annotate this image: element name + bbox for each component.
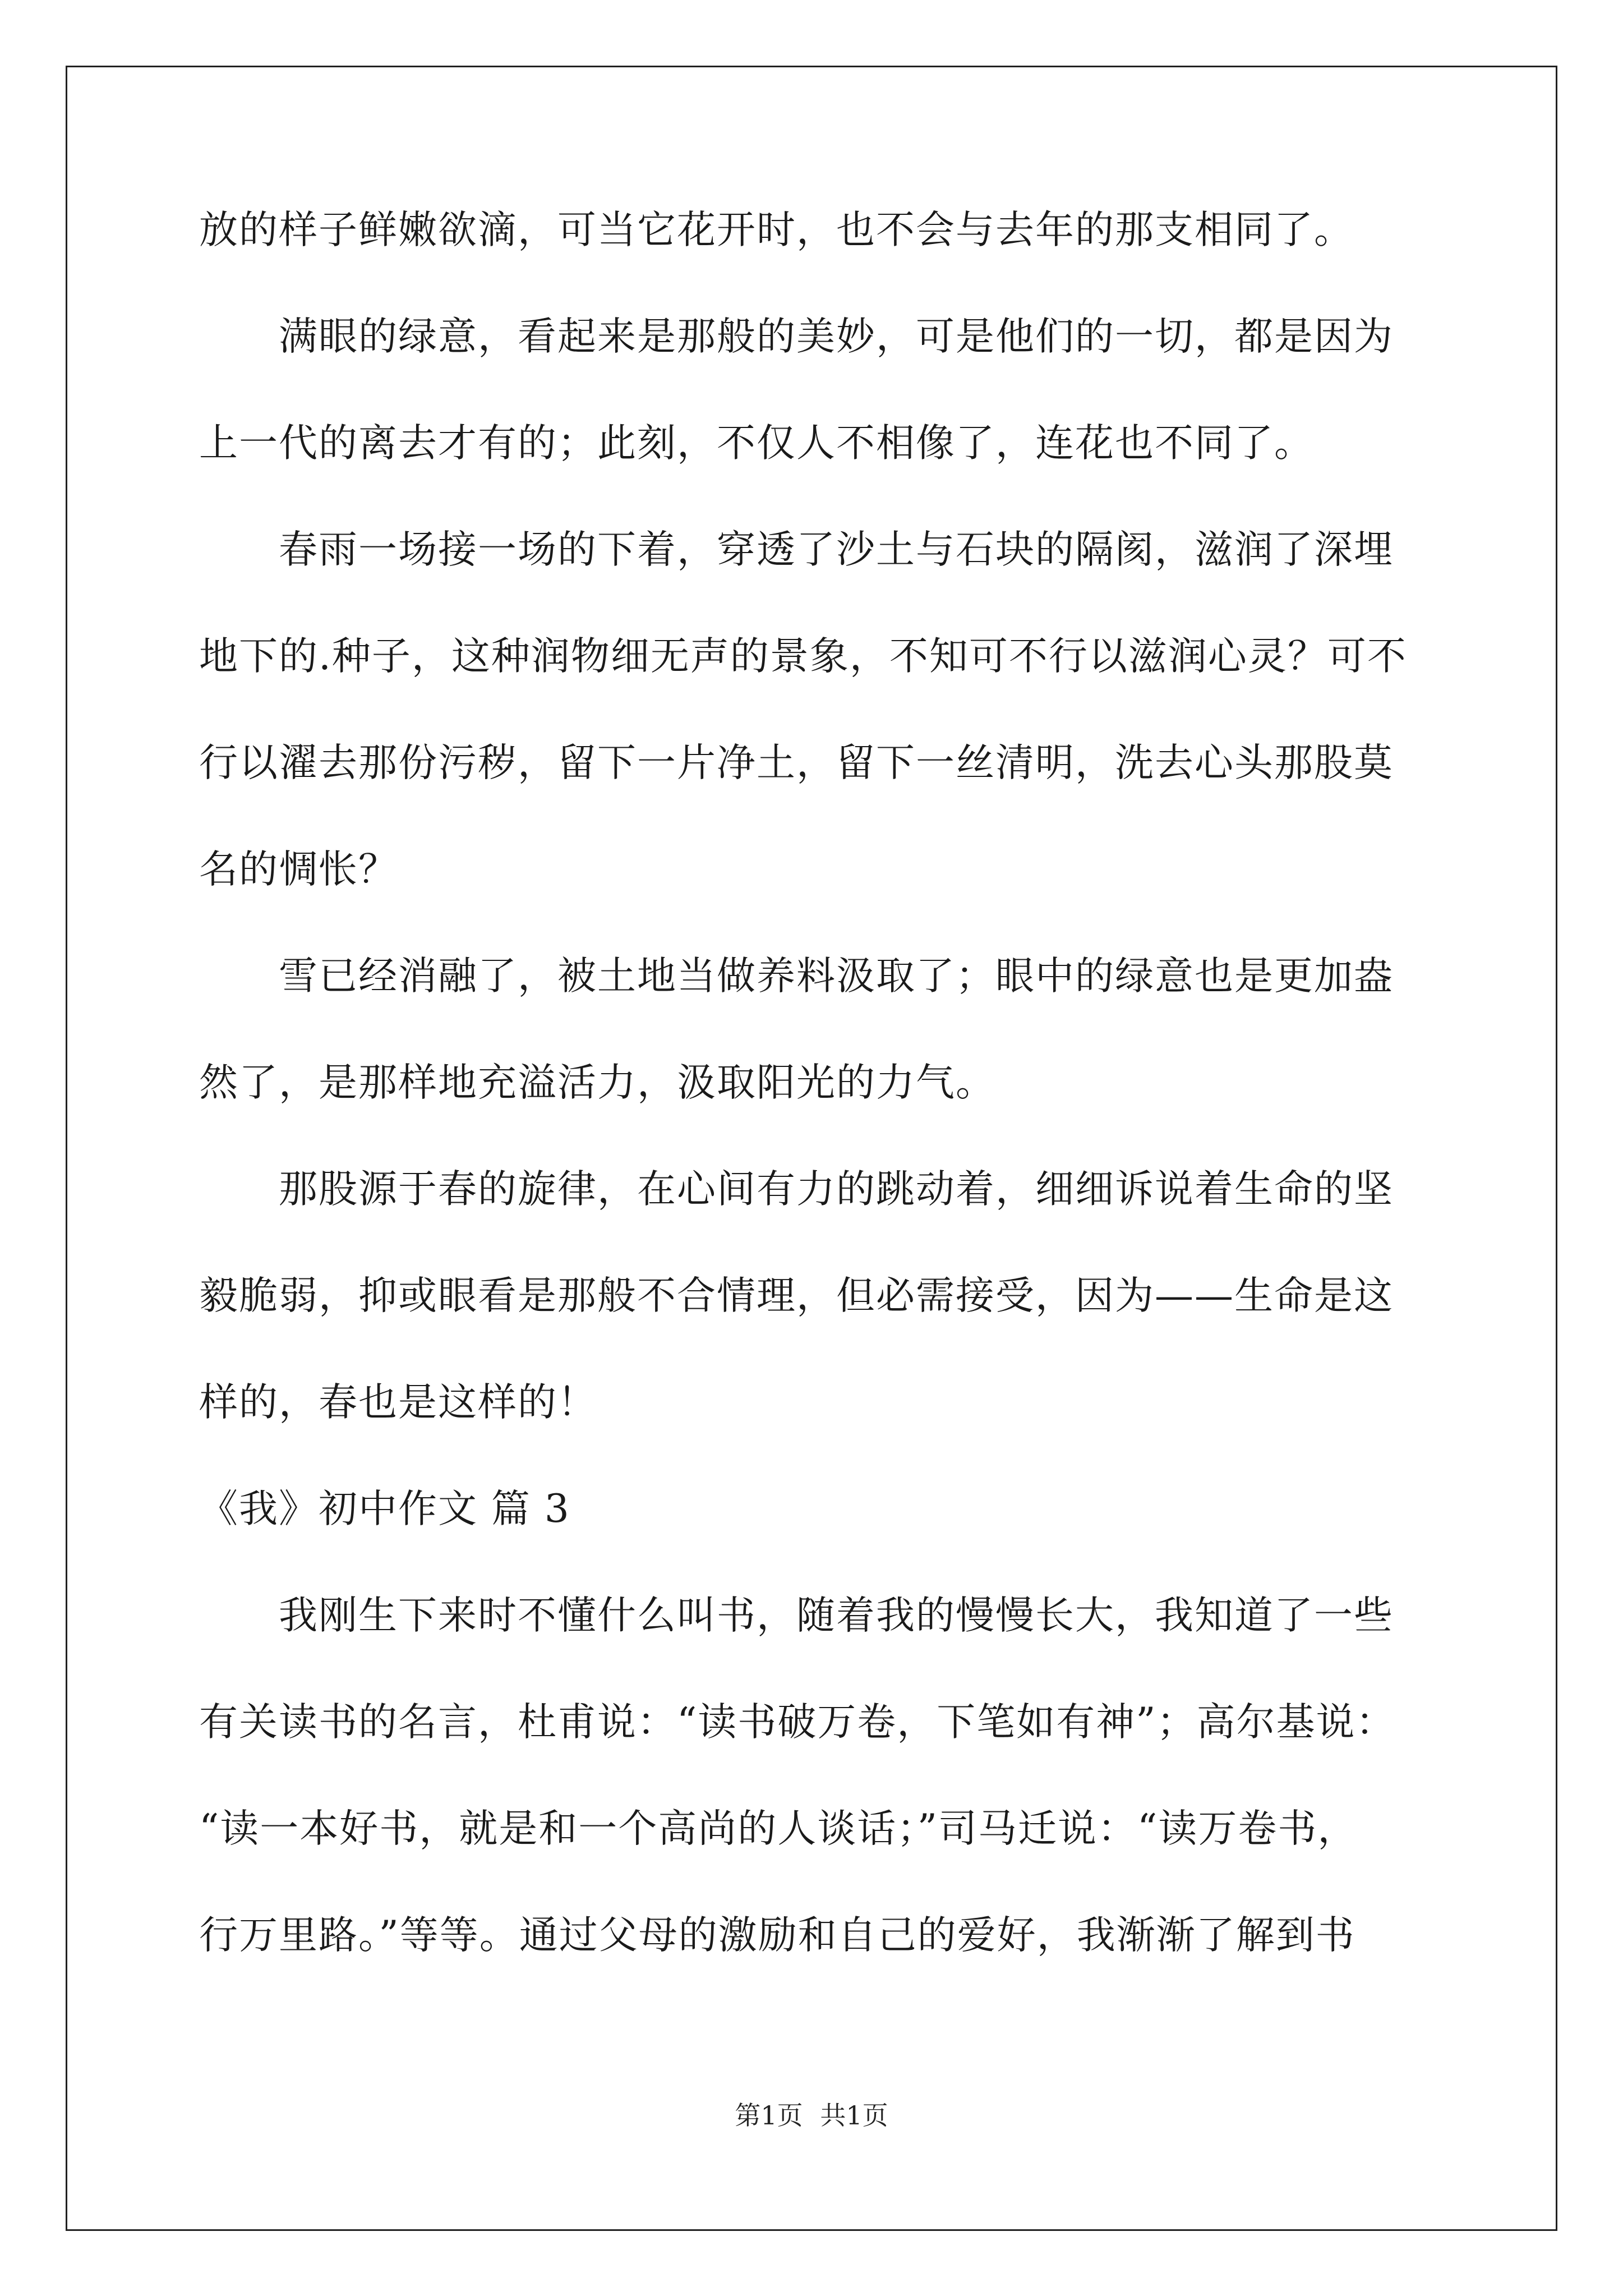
text-line: 有关读书的名言，杜甫说：“读书破万卷，下笔如有神”；高尔基说： <box>199 1700 1396 1745</box>
text-line: 然了，是那样地充溢活力，汲取阳光的力气。 <box>199 1060 995 1105</box>
text-line: 放的样子鲜嫩欲滴，可当它花开时，也不会与去年的那支相同了。 <box>199 208 1354 252</box>
text-line: 满眼的绿意，看起来是那般的美妙，可是他们的一切，都是因为 <box>199 314 1394 359</box>
page-number: 第1页 <box>735 2100 803 2131</box>
text-line: “读一本好书，就是和一个高尚的人谈话；”司马迁说：“读万卷书， <box>199 1806 1358 1851</box>
text-line: 春雨一场接一场的下着，穿透了沙土与石块的隔阂，滋润了深埋 <box>199 527 1394 572</box>
text-line: 名的惆怅？ <box>199 847 398 892</box>
text-line: 地下的.种子，这种润物细无声的景象，不知可不行以滋润心灵？可不 <box>199 634 1407 679</box>
text-line: 行万里路。”等等。通过父母的激励和自己的爱好，我渐渐了解到书 <box>199 1913 1355 1958</box>
page-total: 共1页 <box>820 2100 888 2131</box>
text-line: 我刚生下来时不懂什么叫书，随着我的慢慢长大，我知道了一些 <box>199 1593 1394 1638</box>
section-heading: 《我》初中作文 篇 3 <box>199 1487 570 1531</box>
page-footer <box>0 2100 1623 2131</box>
text-line: 行以濯去那份污秽，留下一片净土，留下一丝清明，洗去心头那股莫 <box>199 740 1394 785</box>
text-line: 那股源于春的旋律，在心间有力的跳动着，细细诉说着生命的坚 <box>199 1167 1394 1212</box>
text-line: 样的，春也是这样的！ <box>199 1380 597 1425</box>
text-line: 上一代的离去才有的；此刻，不仅人不相像了，连花也不同了。 <box>199 421 1314 466</box>
text-line: 毅脆弱，抑或眼看是那般不合情理，但必需接受，因为——生命是这 <box>199 1273 1394 1318</box>
page-border <box>66 66 1557 2231</box>
text-line: 雪已经消融了，被土地当做养料汲取了；眼中的绿意也是更加盎 <box>199 954 1394 999</box>
